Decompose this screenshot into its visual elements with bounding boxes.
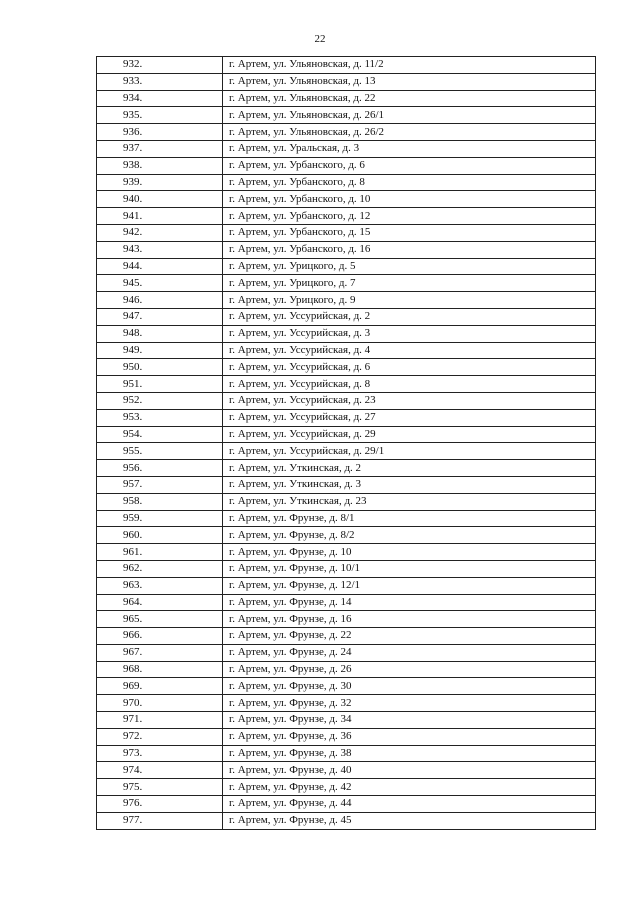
row-number: 964. — [97, 594, 223, 611]
table-row — [97, 275, 596, 292]
row-number: 957. — [97, 476, 223, 493]
row-number: 959. — [97, 510, 223, 527]
row-number: 961. — [97, 544, 223, 561]
table-row — [97, 560, 596, 577]
table-row — [97, 476, 596, 493]
row-address: г. Артем, ул. Фрунзе, д. 8/2 — [223, 527, 596, 544]
row-number: 960. — [97, 527, 223, 544]
table-row — [97, 224, 596, 241]
row-address: г. Артем, ул. Фрунзе, д. 12/1 — [223, 577, 596, 594]
row-address: г. Артем, ул. Урбанского, д. 8 — [223, 174, 596, 191]
table-row — [97, 527, 596, 544]
row-address: г. Артем, ул. Урбанского, д. 10 — [223, 191, 596, 208]
table-row — [97, 628, 596, 645]
table-row — [97, 124, 596, 141]
row-number: 947. — [97, 308, 223, 325]
table-row — [97, 191, 596, 208]
table-row — [97, 544, 596, 561]
row-number: 969. — [97, 678, 223, 695]
table-row — [97, 107, 596, 124]
row-number: 944. — [97, 258, 223, 275]
table-row — [97, 577, 596, 594]
row-address: г. Артем, ул. Уткинская, д. 2 — [223, 460, 596, 477]
table-row — [97, 140, 596, 157]
row-number: 937. — [97, 140, 223, 157]
row-address: г. Артем, ул. Уссурийская, д. 27 — [223, 409, 596, 426]
table-row — [97, 73, 596, 90]
table-row — [97, 325, 596, 342]
row-number: 962. — [97, 560, 223, 577]
row-address: г. Артем, ул. Фрунзе, д. 38 — [223, 745, 596, 762]
row-address: г. Артем, ул. Ульяновская, д. 26/1 — [223, 107, 596, 124]
row-address: г. Артем, ул. Уссурийская, д. 29 — [223, 426, 596, 443]
row-number: 932. — [97, 57, 223, 74]
row-address: г. Артем, ул. Урицкого, д. 9 — [223, 292, 596, 309]
row-number: 965. — [97, 611, 223, 628]
row-number: 933. — [97, 73, 223, 90]
table-row — [97, 661, 596, 678]
row-address: г. Артем, ул. Фрунзе, д. 16 — [223, 611, 596, 628]
row-address: г. Артем, ул. Фрунзе, д. 10/1 — [223, 560, 596, 577]
row-number: 942. — [97, 224, 223, 241]
row-number: 976. — [97, 796, 223, 813]
row-number: 936. — [97, 124, 223, 141]
row-number: 975. — [97, 779, 223, 796]
row-address: г. Артем, ул. Уральская, д. 3 — [223, 140, 596, 157]
row-number: 954. — [97, 426, 223, 443]
table-row — [97, 258, 596, 275]
row-number: 966. — [97, 628, 223, 645]
row-number: 973. — [97, 745, 223, 762]
row-address: г. Артем, ул. Уссурийская, д. 8 — [223, 376, 596, 393]
row-number: 972. — [97, 728, 223, 745]
table-row — [97, 174, 596, 191]
row-number: 943. — [97, 241, 223, 258]
row-number: 953. — [97, 409, 223, 426]
row-address: г. Артем, ул. Уссурийская, д. 29/1 — [223, 443, 596, 460]
table-row — [97, 644, 596, 661]
table-row — [97, 392, 596, 409]
table-row — [97, 157, 596, 174]
table-row — [97, 359, 596, 376]
row-address: г. Артем, ул. Уткинская, д. 3 — [223, 476, 596, 493]
row-number: 968. — [97, 661, 223, 678]
table-row — [97, 728, 596, 745]
table-row — [97, 779, 596, 796]
row-address: г. Артем, ул. Урицкого, д. 5 — [223, 258, 596, 275]
row-address: г. Артем, ул. Ульяновская, д. 26/2 — [223, 124, 596, 141]
row-number: 948. — [97, 325, 223, 342]
row-address: г. Артем, ул. Урицкого, д. 7 — [223, 275, 596, 292]
table-row — [97, 409, 596, 426]
address-table — [96, 56, 596, 830]
row-number: 945. — [97, 275, 223, 292]
table-row — [97, 796, 596, 813]
row-address: г. Артем, ул. Ульяновская, д. 11/2 — [223, 57, 596, 74]
row-number: 940. — [97, 191, 223, 208]
row-address: г. Артем, ул. Фрунзе, д. 24 — [223, 644, 596, 661]
row-address: г. Артем, ул. Уткинская, д. 23 — [223, 493, 596, 510]
row-address: г. Артем, ул. Фрунзе, д. 22 — [223, 628, 596, 645]
page-number: 22 — [314, 33, 326, 45]
row-number: 951. — [97, 376, 223, 393]
row-number: 956. — [97, 460, 223, 477]
row-address: г. Артем, ул. Фрунзе, д. 36 — [223, 728, 596, 745]
row-address: г. Артем, ул. Фрунзе, д. 42 — [223, 779, 596, 796]
table-row — [97, 611, 596, 628]
table-row — [97, 443, 596, 460]
row-number: 955. — [97, 443, 223, 460]
table-row — [97, 90, 596, 107]
row-address: г. Артем, ул. Уссурийская, д. 6 — [223, 359, 596, 376]
table-row — [97, 510, 596, 527]
row-number: 939. — [97, 174, 223, 191]
row-address: г. Артем, ул. Урбанского, д. 16 — [223, 241, 596, 258]
row-number: 974. — [97, 762, 223, 779]
row-address: г. Артем, ул. Ульяновская, д. 22 — [223, 90, 596, 107]
table-row — [97, 342, 596, 359]
table-row — [97, 460, 596, 477]
table-row — [97, 376, 596, 393]
row-address: г. Артем, ул. Ульяновская, д. 13 — [223, 73, 596, 90]
row-address: г. Артем, ул. Уссурийская, д. 2 — [223, 308, 596, 325]
row-number: 967. — [97, 644, 223, 661]
table-row — [97, 208, 596, 225]
table-row — [97, 292, 596, 309]
row-number: 946. — [97, 292, 223, 309]
table-row — [97, 594, 596, 611]
table-row — [97, 493, 596, 510]
table-row — [97, 426, 596, 443]
row-address: г. Артем, ул. Уссурийская, д. 4 — [223, 342, 596, 359]
row-number: 935. — [97, 107, 223, 124]
row-address: г. Артем, ул. Уссурийская, д. 23 — [223, 392, 596, 409]
table-row — [97, 745, 596, 762]
row-number: 963. — [97, 577, 223, 594]
row-address: г. Артем, ул. Фрунзе, д. 32 — [223, 695, 596, 712]
row-number: 977. — [97, 812, 223, 829]
row-address: г. Артем, ул. Фрунзе, д. 10 — [223, 544, 596, 561]
row-number: 934. — [97, 90, 223, 107]
row-address: г. Артем, ул. Уссурийская, д. 3 — [223, 325, 596, 342]
row-address: г. Артем, ул. Урбанского, д. 15 — [223, 224, 596, 241]
table-row — [97, 308, 596, 325]
row-number: 938. — [97, 157, 223, 174]
row-address: г. Артем, ул. Фрунзе, д. 40 — [223, 762, 596, 779]
row-address: г. Артем, ул. Фрунзе, д. 34 — [223, 712, 596, 729]
table-row — [97, 712, 596, 729]
row-number: 958. — [97, 493, 223, 510]
table-row — [97, 678, 596, 695]
table-row — [97, 812, 596, 829]
row-address: г. Артем, ул. Урбанского, д. 6 — [223, 157, 596, 174]
table-row — [97, 241, 596, 258]
row-number: 950. — [97, 359, 223, 376]
table-row — [97, 57, 596, 74]
row-address: г. Артем, ул. Фрунзе, д. 30 — [223, 678, 596, 695]
row-address: г. Артем, ул. Фрунзе, д. 8/1 — [223, 510, 596, 527]
row-number: 970. — [97, 695, 223, 712]
row-number: 971. — [97, 712, 223, 729]
row-address: г. Артем, ул. Фрунзе, д. 44 — [223, 796, 596, 813]
table-row — [97, 762, 596, 779]
address-table-body — [97, 57, 596, 830]
row-number: 949. — [97, 342, 223, 359]
row-number: 952. — [97, 392, 223, 409]
row-number: 941. — [97, 208, 223, 225]
row-address: г. Артем, ул. Фрунзе, д. 26 — [223, 661, 596, 678]
row-address: г. Артем, ул. Урбанского, д. 12 — [223, 208, 596, 225]
row-address: г. Артем, ул. Фрунзе, д. 14 — [223, 594, 596, 611]
row-address: г. Артем, ул. Фрунзе, д. 45 — [223, 812, 596, 829]
table-row — [97, 695, 596, 712]
